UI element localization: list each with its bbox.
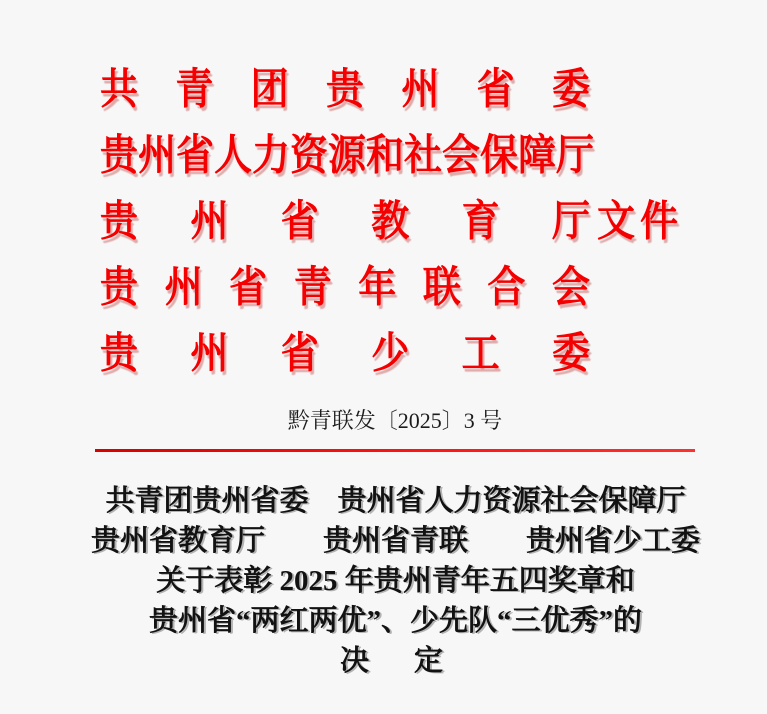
agency-line-youth-federation: 贵州省青年联合会 [100, 264, 590, 312]
agency-line-human-resources: 贵州省人力资源和社会保障厅 [100, 132, 595, 180]
red-separator-line [95, 449, 695, 452]
title-line-subject-2: 贵州省“两红两优”、少先队“三优秀”的 [148, 605, 642, 637]
agency-line-education-label: 贵州省教育厅 [100, 198, 590, 246]
title-line-agencies-1: 共青团贵州省委 贵州省人力资源社会保障厅 [105, 485, 686, 517]
agency-line-youth-league: 共青团贵州省委 [100, 66, 590, 114]
letterhead-block [100, 57, 684, 387]
title-line-decision: 决 定 [339, 645, 451, 677]
title-line-subject-1: 关于表彰 2025 年贵州青年五四奖章和 [156, 565, 635, 597]
agency-line-young-pioneers: 贵州省少工委 [100, 330, 590, 378]
document-type-label: 文件 [597, 198, 684, 246]
title-line-agencies-2: 贵州省教育厅 贵州省青联 贵州省少工委 [90, 525, 700, 557]
agency-line-education [100, 185, 684, 259]
document-title-block [88, 481, 703, 681]
document-number: 黔青联发〔2025〕3 号 [287, 408, 503, 433]
